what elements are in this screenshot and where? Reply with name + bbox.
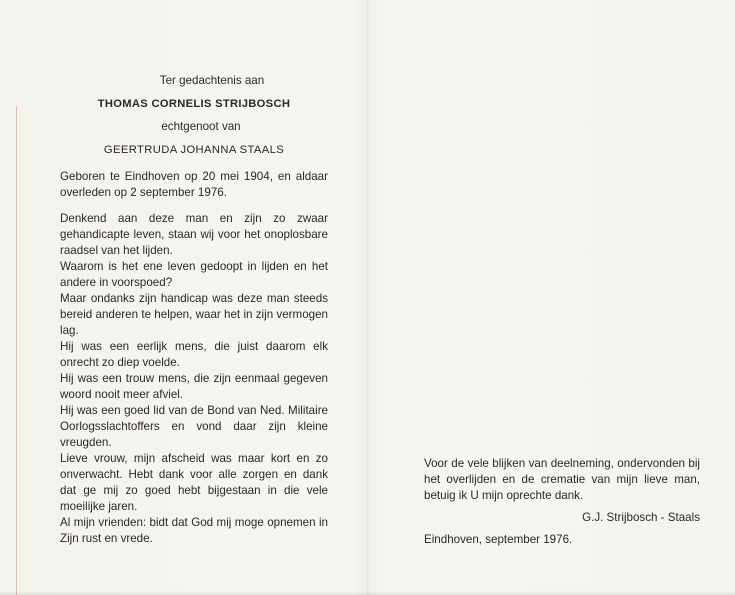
verse-paragraph: Maar ondanks zijn handicap was deze man steeds bereid anderen te helpen, waar het in zijn vermogen lag.	[60, 292, 328, 337]
birth-death-text: Geboren te Eindhoven op 20 mei 1904, en aldaar overleden op 2 september 1976.	[60, 170, 328, 199]
right-page	[424, 456, 700, 548]
thanks-text: Voor de vele blijken van deelneming, ondervonden bij het overlijden en de crematie van mijn lieve man, betuig ik U mijn oprechte dank.	[424, 457, 700, 502]
verse-paragraph: Denkend aan deze man en zijn zo zwaar gehandicapte leven, staan wij voor het onoplosbare raadsel van het lijden.	[60, 212, 328, 257]
verse-paragraph: Al mijn vrienden: bidt dat God mij moge opnemen in Zijn rust en vrede.	[60, 516, 328, 545]
spouse-name: GEERTRUDA JOHANNA STAALS	[103, 144, 285, 156]
spouse-intro: echtgenoot van	[161, 120, 241, 133]
verse-paragraph: Hij was een trouw mens, die zijn eenmaal gegeven woord nooit meer afviel.	[60, 372, 328, 401]
place-date: Eindhoven, september 1976.	[424, 533, 573, 546]
card-fold	[367, 0, 369, 595]
edge-mark	[16, 106, 17, 595]
memorial-header	[60, 73, 328, 158]
verse-paragraph: Lieve vrouw, mijn afscheid was maar kort en zo onverwacht. Hebt dank voor alle zorgen en dank dat ge mij zo goed hebt bijgestaan in die vele moeilijke jaren.	[60, 452, 328, 513]
verse-paragraph: Hij was een eerlijk mens, die juist daarom elk onrecht zo diep voelde.	[60, 340, 328, 369]
verse-paragraph: Waarom is het ene leven gedoopt in lijden en het andere in voorspoed?	[60, 260, 328, 289]
in-memory-line: Ter gedachtenis aan	[159, 74, 265, 87]
left-page	[60, 73, 328, 547]
bottom-shadow	[0, 591, 735, 595]
memorial-verses	[60, 211, 328, 547]
signature: G.J. Strijbosch - Staals	[582, 511, 700, 524]
deceased-name: THOMAS CORNELIS STRIJBOSCH	[97, 98, 291, 110]
verse-paragraph: Hij was een goed lid van de Bond van Ned. Militaire Oorlogsslachtoffers en vond daar zijn kleine vreugden.	[60, 404, 328, 449]
